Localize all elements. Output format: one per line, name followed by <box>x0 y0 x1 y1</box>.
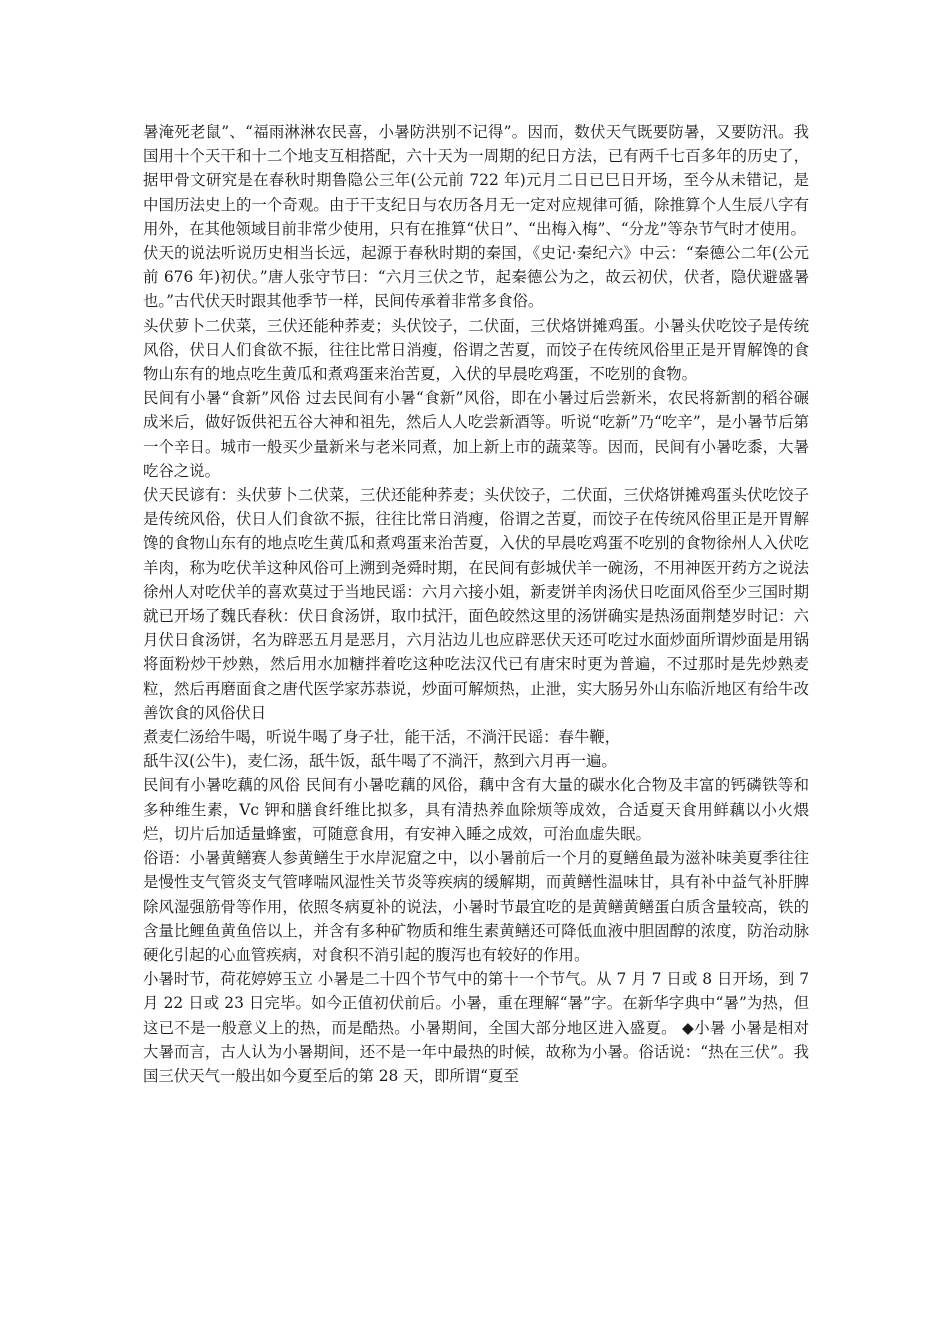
paragraph-2: 伏天的说法听说历史相当长远，起源于春秋时期的秦国，《史记·秦纪六》中云：“秦德公二年(公元前 676 年)初伏。”唐人张守节曰：“六月三伏之节，起秦德公为之，故云初伏，伏者，隐伏避盛暑也。”古代伏天时跟其他季节一样，民间传承着非常多食俗。 <box>143 244 809 311</box>
paragraph-10: 小暑时节，荷花婷婷玉立 小暑是二十四个节气中的第十一个节气。从 7 月 7 日或 8 日开场，到 7 月 22 日或 23 日完毕。如今正值初伏前后。小暑，重在理解“暑”字。在新华字典中“暑”为热，但这已不是一般意义上的热，而是酷热。小暑期间，全国大部分地区进入盛夏。 ◆小暑 小暑是相对大暑而言，古人认为小暑期间，还不是一年中最热的时候，故称为小暑。俗话说：“热在三伏”。我国三伏天气一般出如今夏至后的第 28 天，即所谓“夏至 <box>143 970 809 1085</box>
paragraph-7: 舐牛汉(公牛)，麦仁汤，舐牛饭，舐牛喝了不淌汗，熬到六月再一遍。 <box>143 752 617 771</box>
document-body <box>143 120 809 1088</box>
paragraph-5: 伏天民谚有：头伏萝卜二伏菜，三伏还能种荞麦；头伏饺子，二伏面，三伏烙饼摊鸡蛋头伏吃饺子是传统风俗，伏日人们食欲不振，往往比常日消瘦，俗谓之苦夏，而饺子在传统风俗里正是开胃解馋的食物山东有的地点吃生黄瓜和煮鸡蛋来治苦夏，入伏的早晨吃鸡蛋不吃别的食物徐州人入伏吃羊肉，称为吃伏羊这种风俗可上溯到尧舜时期，在民间有彭城伏羊一碗汤，不用神医开药方之说法徐州人对吃伏羊的喜欢莫过于当地民谣：六月六接小姐，新麦饼羊肉汤伏日吃面风俗至少三国时期就已开场了魏氏春秋：伏日食汤饼，取巾拭汗，面色皎然这里的汤饼确实是热汤面荆楚岁时记：六月伏日食汤饼，名为辟恶五月是恶月，六月沾边儿也应辟恶伏天还可吃过水面炒面所谓炒面是用锅将面粉炒干炒熟，然后用水加糖拌着吃这种吃法汉代已有唐宋时更为普遍，不过那时是先炒熟麦粒，然后再磨面食之唐代医学家苏恭说，炒面可解烦热，止泄，实大肠另外山东临沂地区有给牛改善饮食的风俗伏日 <box>143 486 809 722</box>
paragraph-8: 民间有小暑吃藕的风俗 民间有小暑吃藕的风俗，藕中含有大量的碳水化合物及丰富的钙磷铁等和多种维生素，Vc 钾和膳食纤维比拟多，具有清热养血除烦等成效，合适夏天食用鲜藕以小火煨烂，切片后加适量蜂蜜，可随意食用，有安神入睡之成效，可治血虚失眠。 <box>143 776 809 843</box>
paragraph-9: 俗语：小暑黄鳝赛人参黄鳝生于水岸泥窟之中，以小暑前后一个月的夏鳝鱼最为滋补味美夏季往往是慢性支气管炎支气管哮喘风湿性关节炎等疾病的缓解期，而黄鳝性温味甘，具有补中益气补肝脾除风湿强筋骨等作用，依照冬病夏补的说法，小暑时节最宜吃的是黄鳝黄鳝蛋白质含量较高，铁的含量比鲤鱼黄鱼倍以上，并含有多种矿物质和维生素黄鳝还可降低血液中胆固醇的浓度，防治动脉硬化引起的心血管疾病，对食积不消引起的腹泻也有较好的作用。 <box>143 849 809 964</box>
paragraph-4: 民间有小暑“食新”风俗 过去民间有小暑“食新”风俗，即在小暑过后尝新米，农民将新割的稻谷碾成米后，做好饭供祀五谷大神和祖先，然后人人吃尝新酒等。听说“吃新”乃“吃辛”，是小暑节后第一个辛日。城市一般买少量新米与老米同煮，加上新上市的蔬菜等。因而，民间有小暑吃黍，大暑吃谷之说。 <box>143 389 809 480</box>
paragraph-1: 暑淹死老鼠”、“福雨淋淋农民喜，小暑防洪别不记得”。因而，数伏天气既要防暑，又要防汛。我国用十个天干和十二个地支互相搭配，六十天为一周期的纪日方法，已有两千七百多年的历史了，据甲骨文研究是在春秋时期鲁隐公三年(公元前 722 年)元月二日已巳日开场，至今从未错记，是中国历法史上的一个奇观。由于干支纪日与农历各月无一定对应规律可循，除推算个人生辰八字有用外，在其他领域目前非常少使用，只有在推算“伏日”、“出梅入梅”、“分龙”等杂节气时才使用。 <box>143 123 809 238</box>
paragraph-3: 头伏萝卜二伏菜，三伏还能种荞麦；头伏饺子，二伏面，三伏烙饼摊鸡蛋。小暑头伏吃饺子是传统风俗，伏日人们食欲不振，往往比常日消瘦，俗谓之苦夏，而饺子在传统风俗里正是开胃解馋的食物山东有的地点吃生黄瓜和煮鸡蛋来治苦夏，入伏的早晨吃鸡蛋，不吃别的食物。 <box>143 316 809 384</box>
paragraph-6: 煮麦仁汤给牛喝，听说牛喝了身子壮，能干活，不淌汗民谣：春牛鞭， <box>143 728 621 747</box>
